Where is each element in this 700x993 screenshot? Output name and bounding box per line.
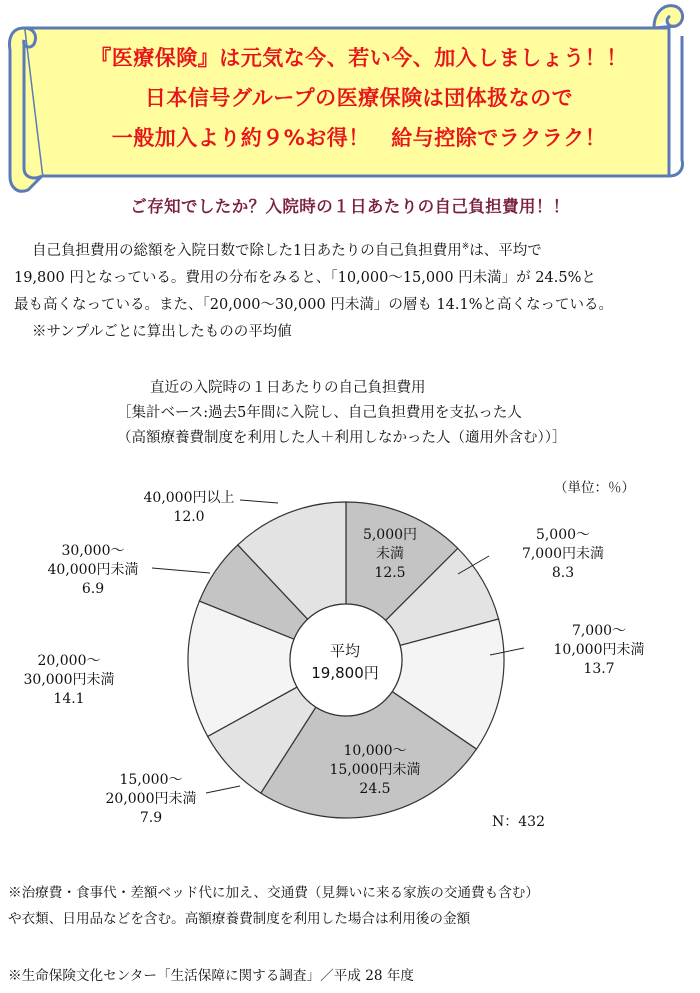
slice-2-value: 13.7: [583, 661, 615, 677]
center-label-line-1: 平均: [329, 642, 360, 660]
chart-title-line-2: ［集計ベース:過去5年間に入院し、自己負担費用を支払った人: [117, 405, 522, 421]
slice-label-5: [10, 652, 128, 709]
chart-title-line-1: 直近の入院時の１日あたりの自己負担費用: [150, 380, 426, 396]
slice-5-category-line-1: 30,000円未満: [23, 672, 115, 688]
leader-line-6: [152, 568, 210, 573]
slice-7-value: 12.0: [173, 509, 205, 525]
slice-3-value: 24.5: [359, 781, 391, 797]
paragraph-line-3: 最も高くなっている。また、「20,000～30,000 円未満」の層も 14.1%と高くなっている。: [14, 296, 614, 313]
slice-2-category-line-0: 7,000～: [571, 623, 627, 639]
footnote-line-2: や衣類、日用品などを含む。高額療養費制度を利用した場合は利用後の金額: [8, 911, 471, 927]
slice-3-category-line-1: 15,000円未満: [329, 762, 421, 778]
banner-text: [64, 38, 654, 158]
slice-1-category-line-1: 7,000円未満: [521, 546, 605, 562]
paragraph-line-2: 19,800 円となっている。費用の分布をみると、「10,000～15,000 円未満」が 24.5%と: [14, 269, 596, 286]
chart-title-line-3: （高額療養費制度を利用した人＋利用しなかった人（適用外含む））］: [117, 430, 567, 446]
paragraph-line-1: [14, 234, 694, 265]
slice-1-category-line-0: 5,000～: [535, 527, 591, 543]
slice-2-category-line-1: 10,000円未満: [553, 642, 645, 658]
slice-6-value: 6.9: [81, 581, 105, 597]
slice-4-value: 7.9: [139, 810, 163, 826]
slice-label-3: [310, 742, 440, 799]
center-average-label: [295, 640, 395, 684]
paragraph-line-4: ※サンプルごとに算出したものの平均値: [32, 323, 292, 340]
slice-label-7: [115, 489, 263, 527]
slice-5-value: 14.1: [53, 691, 85, 707]
banner-line-3: 一般加入より約９%お得！ 給与控除でラクラク！: [111, 126, 607, 150]
section-heading: ご存知でしたか？入院時の１日あたりの自己負担費用！！: [130, 197, 570, 216]
slice-5-category-line-0: 20,000～: [37, 653, 101, 669]
slice-label-0: [355, 526, 425, 583]
promo-scroll-banner: [4, 0, 694, 200]
slice-3-category-line-0: 10,000～: [343, 743, 407, 759]
slice-4-category-line-1: 20,000円未満: [105, 791, 197, 807]
slice-label-6: [34, 542, 152, 599]
sample-size-label: N：432: [492, 814, 545, 830]
slice-6-category-line-0: 30,000～: [61, 543, 125, 559]
paragraph-line-1-tail: は、平均で: [469, 242, 542, 259]
slice-0-category-line-0: 5,000円: [362, 527, 418, 543]
slice-label-1: [508, 526, 618, 583]
paragraph-line-1-text: 自己負担費用の総額を入院日数で除した1日あたりの自己負担費用: [32, 242, 462, 259]
chart-title: [0, 376, 700, 451]
slice-1-value: 8.3: [551, 565, 575, 581]
slice-0-value: 12.5: [374, 565, 406, 581]
slice-7-category-line-0: 40,000円以上: [143, 490, 235, 506]
slice-label-4: [96, 771, 206, 828]
intro-paragraph: [14, 234, 694, 346]
banner-line-1: 『医療保険』は元気な今、若い今、加入しましょう！！: [90, 46, 628, 70]
slice-label-2: [540, 622, 658, 679]
center-label-line-2: 19,800円: [311, 664, 379, 682]
leader-line-4: [206, 786, 240, 793]
slice-0-category-line-1: 未満: [376, 546, 404, 562]
banner-line-2: 日本信号グループの医療保険は団体扱なので: [144, 86, 574, 110]
footnote-line-1: ※治療費・食事代・差額ベッド代に加え、交通費（見舞いに来る家族の交通費も含む）: [8, 885, 539, 901]
footnotes: [8, 880, 698, 932]
source-note: ※生命保険文化センター「生活保障に関する調査」／平成 28 年度: [8, 968, 415, 984]
slice-6-category-line-1: 40,000円未満: [47, 562, 139, 578]
footnote-mark: ※: [461, 242, 470, 252]
slice-4-category-line-0: 15,000～: [119, 772, 183, 788]
unit-label: （単位：％）: [554, 480, 635, 496]
